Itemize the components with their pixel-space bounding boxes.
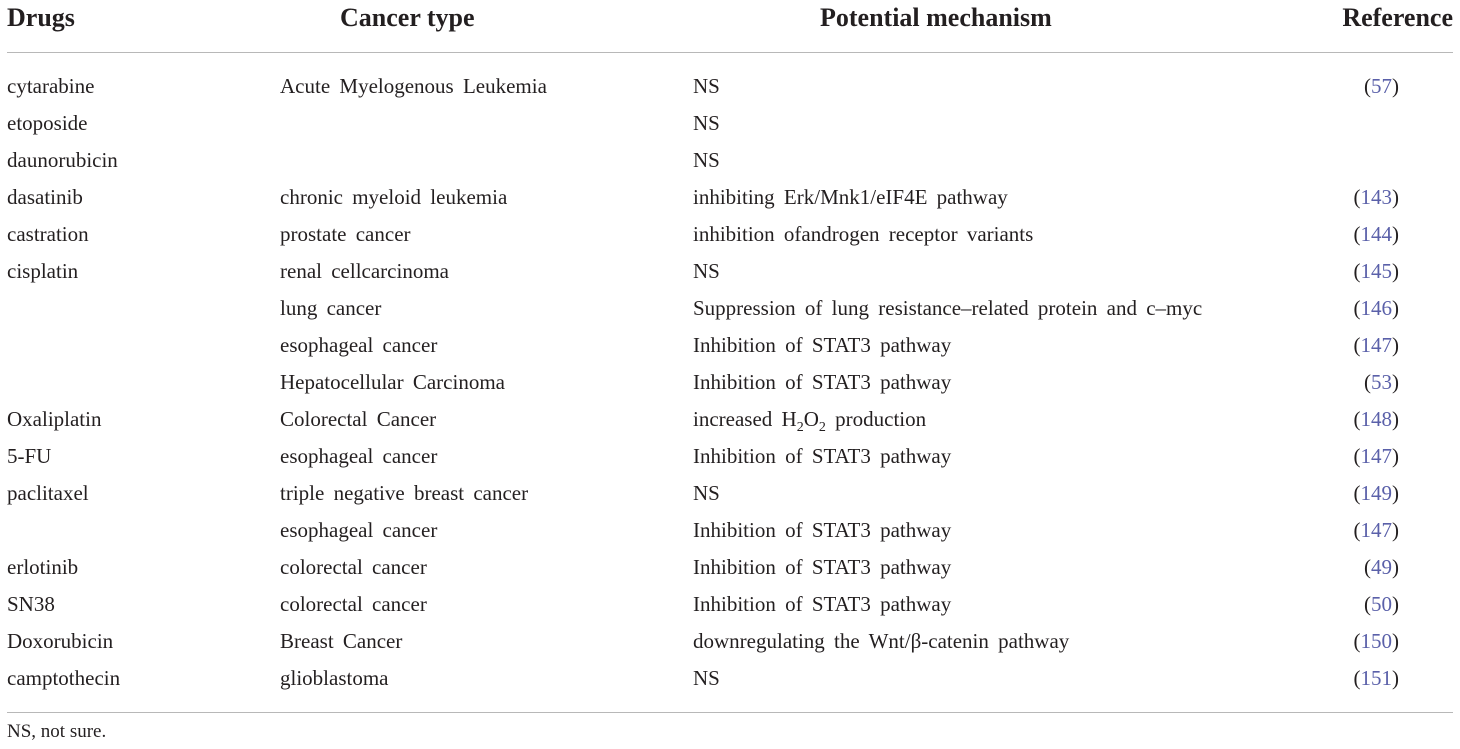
paren-open: ( xyxy=(1353,222,1361,246)
cell-drug: paclitaxel xyxy=(7,481,89,505)
paren-open: ( xyxy=(1353,296,1361,320)
paren-close: ) xyxy=(1392,555,1399,579)
cell-drug: cisplatin xyxy=(7,259,79,283)
table-row xyxy=(7,179,1453,216)
paren-open: ( xyxy=(1353,333,1361,357)
cell-cancer-type: colorectal cancer xyxy=(280,555,427,579)
cell-cancer-type: Hepatocellular Carcinoma xyxy=(280,370,505,394)
table-row xyxy=(7,53,1453,106)
cell-potential-mechanism: Inhibition of STAT3 pathway xyxy=(693,518,952,542)
cell-cancer-type: colorectal cancer xyxy=(280,592,427,616)
cell-drug: Doxorubicin xyxy=(7,629,114,653)
reference-link[interactable]: 53 xyxy=(1371,370,1392,394)
cell-potential-mechanism: NS xyxy=(693,259,720,283)
cell-reference xyxy=(1335,53,1453,106)
paren-open: ( xyxy=(1364,370,1371,394)
subscript-2: 2 xyxy=(796,420,804,436)
subscript-2: 2 xyxy=(818,420,826,436)
reference-link[interactable]: 151 xyxy=(1360,666,1392,690)
paren-close: ) xyxy=(1392,481,1399,505)
reference-link[interactable]: 147 xyxy=(1360,333,1392,357)
cell-reference xyxy=(1335,475,1453,512)
table-row xyxy=(7,290,1453,327)
cell-cancer-type: lung cancer xyxy=(280,296,382,320)
cell-drug: 5-FU xyxy=(7,444,52,468)
paren-close: ) xyxy=(1392,74,1399,98)
table-row xyxy=(7,549,1453,586)
mechanism-text-part: production xyxy=(825,407,927,431)
table-row xyxy=(7,364,1453,401)
paren-open: ( xyxy=(1353,666,1361,690)
paren-close: ) xyxy=(1392,185,1399,209)
paren-open: ( xyxy=(1364,555,1371,579)
cell-reference xyxy=(1335,364,1453,401)
drug-table-container xyxy=(7,0,1453,713)
cell-reference xyxy=(1335,179,1453,216)
cell-potential-mechanism: Suppression of lung resistance–related protein and c–myc xyxy=(693,296,1203,320)
cell-drug: erlotinib xyxy=(7,555,79,579)
cell-reference xyxy=(1335,623,1453,660)
cell-cancer-type: triple negative breast cancer xyxy=(280,481,529,505)
reference-link[interactable]: 149 xyxy=(1360,481,1392,505)
reference-link[interactable]: 146 xyxy=(1360,296,1392,320)
cell-potential-mechanism: Inhibition of STAT3 pathway xyxy=(693,444,952,468)
cell-potential-mechanism: NS xyxy=(693,111,720,135)
cell-cancer-type: renal cellcarcinoma xyxy=(280,259,449,283)
cell-drug: camptothecin xyxy=(7,660,280,713)
paren-open: ( xyxy=(1353,444,1361,468)
reference-link[interactable]: 49 xyxy=(1371,555,1392,579)
cell-cancer-type: Acute Myelogenous Leukemia xyxy=(280,74,547,98)
reference-link[interactable]: 143 xyxy=(1360,185,1392,209)
table-footnote: NS, not sure. xyxy=(7,721,107,742)
cell-potential-mechanism: Inhibition of STAT3 pathway xyxy=(693,370,952,394)
cell-reference xyxy=(1335,549,1453,586)
paren-open: ( xyxy=(1353,629,1361,653)
cell-drug xyxy=(7,364,280,401)
cell-cancer-type: prostate cancer xyxy=(280,222,411,246)
cell-reference xyxy=(1335,438,1453,475)
mechanism-text-part: increased H xyxy=(693,407,797,431)
paren-open: ( xyxy=(1364,74,1371,98)
reference-link[interactable]: 145 xyxy=(1360,259,1392,283)
cell-reference xyxy=(1335,216,1453,253)
reference-link[interactable]: 50 xyxy=(1371,592,1392,616)
cell-drug: castration xyxy=(7,222,89,246)
paren-close: ) xyxy=(1392,407,1399,431)
cell-drug: SN38 xyxy=(7,592,55,616)
cell-potential-mechanism: Inhibition of STAT3 pathway xyxy=(693,333,952,357)
table-header-row xyxy=(7,0,1453,53)
table-row xyxy=(7,216,1453,253)
cell-cancer-type: esophageal cancer xyxy=(280,518,438,542)
cell-cancer-type: esophageal cancer xyxy=(280,333,438,357)
cell-reference xyxy=(1335,142,1453,179)
cell-reference xyxy=(1335,327,1453,364)
cell-cancer-type: Colorectal Cancer xyxy=(280,407,437,431)
paren-close: ) xyxy=(1392,370,1399,394)
cell-potential-mechanism: inhibition ofandrogen receptor variants xyxy=(693,222,1034,246)
table-row xyxy=(7,475,1453,512)
paren-close: ) xyxy=(1392,333,1399,357)
cell-cancer-type xyxy=(280,105,693,142)
cell-drug: etoposide xyxy=(7,111,88,135)
table-body xyxy=(7,53,1453,713)
cell-drug xyxy=(7,290,280,327)
reference-link[interactable]: 57 xyxy=(1371,74,1392,98)
table-row xyxy=(7,586,1453,623)
table-row xyxy=(7,512,1453,549)
cell-potential-mechanism: Inhibition of STAT3 pathway xyxy=(693,555,952,579)
cell-cancer-type: Breast Cancer xyxy=(280,629,403,653)
cell-cancer-type: esophageal cancer xyxy=(280,444,438,468)
header-reference: Reference xyxy=(1335,0,1453,53)
cell-reference xyxy=(1335,105,1453,142)
cell-potential-mechanism: NS xyxy=(693,481,720,505)
cell-potential-mechanism: inhibiting Erk/Mnk1/eIF4E pathway xyxy=(693,185,1008,209)
paren-close: ) xyxy=(1392,222,1399,246)
reference-link[interactable]: 144 xyxy=(1360,222,1392,246)
table-row xyxy=(7,142,1453,179)
cell-cancer-type: glioblastoma xyxy=(280,660,693,713)
paren-close: ) xyxy=(1392,259,1399,283)
cell-drug: cytarabine xyxy=(7,74,95,98)
mechanism-text-part: O xyxy=(803,407,819,431)
cell-drug xyxy=(7,512,280,549)
table-row xyxy=(7,623,1453,660)
cell-reference xyxy=(1335,253,1453,290)
cell-reference xyxy=(1335,660,1453,713)
cell-reference xyxy=(1335,512,1453,549)
cell-drug xyxy=(7,327,280,364)
cell-cancer-type: chronic myeloid leukemia xyxy=(280,185,508,209)
cell-potential-mechanism: NS xyxy=(693,74,720,98)
reference-link[interactable]: 150 xyxy=(1360,629,1392,653)
reference-link[interactable]: 147 xyxy=(1360,444,1392,468)
paren-close: ) xyxy=(1392,592,1399,616)
paren-open: ( xyxy=(1353,518,1361,542)
cell-potential-mechanism: NS xyxy=(693,660,1335,713)
cell-drug: daunorubicin xyxy=(7,148,118,172)
paren-close: ) xyxy=(1392,444,1399,468)
reference-link[interactable]: 147 xyxy=(1360,518,1392,542)
paren-close: ) xyxy=(1392,629,1399,653)
drug-resistance-table xyxy=(7,0,1453,713)
header-potential-mechanism: Potential mechanism xyxy=(693,0,1335,53)
paren-close: ) xyxy=(1392,296,1399,320)
cell-cancer-type xyxy=(280,142,693,179)
cell-potential-mechanism: Inhibition of STAT3 pathway xyxy=(693,592,952,616)
cell-drug: dasatinib xyxy=(7,185,83,209)
table-row xyxy=(7,253,1453,290)
table-row xyxy=(7,438,1453,475)
reference-link[interactable]: 148 xyxy=(1360,407,1392,431)
table-row xyxy=(7,105,1453,142)
paren-open: ( xyxy=(1364,592,1371,616)
paren-close: ) xyxy=(1392,518,1399,542)
header-drugs: Drugs xyxy=(7,0,280,53)
header-cancer-type: Cancer type xyxy=(280,0,693,53)
cell-reference xyxy=(1335,290,1453,327)
paren-open: ( xyxy=(1353,259,1361,283)
table-row xyxy=(7,401,1453,438)
cell-drug: Oxaliplatin xyxy=(7,407,102,431)
cell-potential-mechanism: downregulating the Wnt/β-catenin pathway xyxy=(693,629,1070,653)
cell-reference xyxy=(1335,401,1453,438)
paren-close: ) xyxy=(1392,666,1399,690)
paren-open: ( xyxy=(1353,481,1361,505)
cell-reference xyxy=(1335,586,1453,623)
table-row xyxy=(7,660,1453,713)
paren-open: ( xyxy=(1353,185,1361,209)
cell-potential-mechanism: NS xyxy=(693,148,720,172)
table-row xyxy=(7,327,1453,364)
cell-potential-mechanism xyxy=(693,401,1335,438)
paren-open: ( xyxy=(1353,407,1361,431)
